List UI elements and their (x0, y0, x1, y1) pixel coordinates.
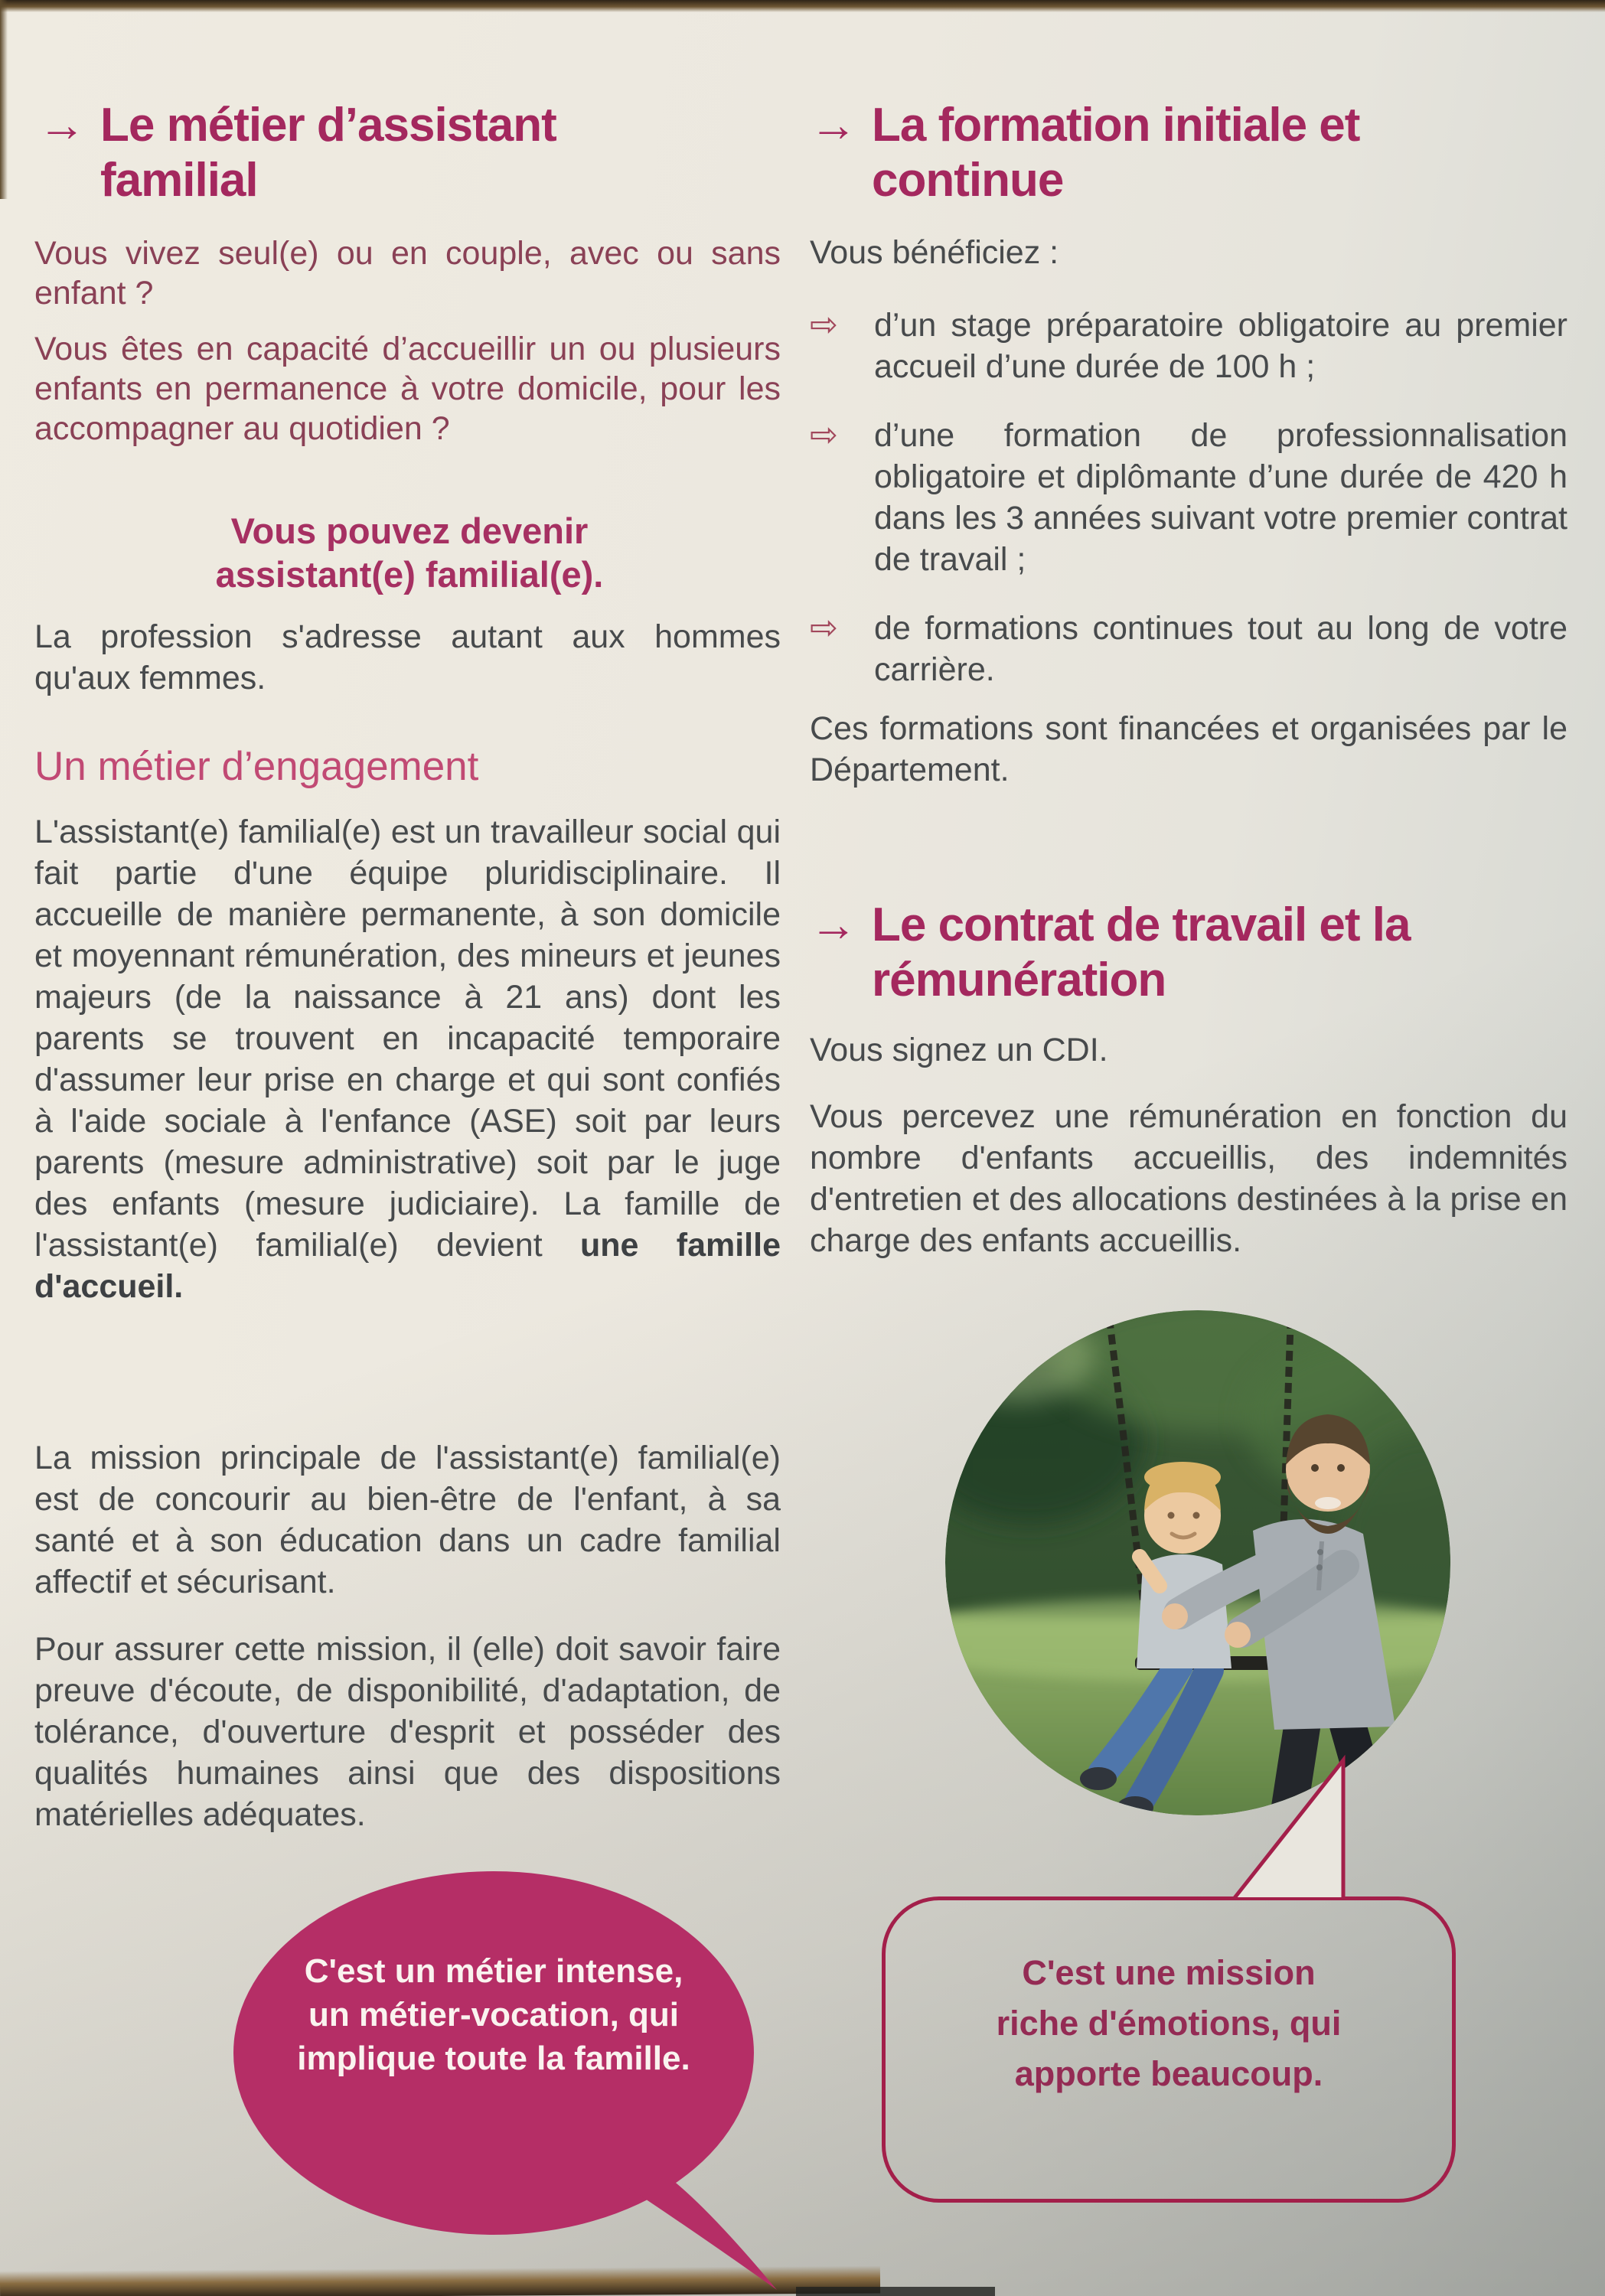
paragraph-role-bold: une famille d'accueil. (34, 1227, 781, 1305)
arrow-bullet-icon: ⇨ (810, 608, 838, 647)
subheading-engagement: Un métier d’engagement (34, 744, 479, 789)
speech-bubble-text: C'est un métier intense, un métier-vocation, qui implique toute la famille. (297, 1952, 690, 2077)
paragraph-cdi: Vous signez un CDI. (810, 1032, 1108, 1068)
arrow-bullet-icon: ⇨ (810, 416, 838, 455)
arrow-right-icon: → (38, 99, 85, 152)
list-item (810, 608, 1567, 690)
section-title-contrat (810, 898, 1476, 1008)
paragraph-role-text: L'assistant(e) familial(e) est un travailleur social qui fait partie d'une équipe pluridisciplinaire. Il accueille de manière permanente, à son domicile et moyennant rémunération, des mineurs et jeunes majeurs (de la naissance à 21 ans) dont les parents se trouvent en incapacité temporaire d'assumer leur prise en charge et qui sont confiés à l'aide sociale à l'enfance (ASE) soit par leurs parents (mesure administrative) soit par le juge des enfants (mesure judiciaire). La famille de l'assistant(e) familial(e) devient (34, 814, 781, 1264)
table-edge-top (0, 0, 1605, 12)
paragraph-mission: La mission principale de l'assistant(e) familial(e) est de concourir au bien-être de l'enfant, à sa santé et à son éducation dans un cadre familial affectif et sécurisant. (34, 1440, 781, 1600)
section-title-formation (810, 98, 1476, 208)
paragraph-intro-2: Vous êtes en capacité d’accueillir un ou plusieurs enfants en permanence à votre domicile, pour les accompagner au quotidien ? (34, 331, 781, 447)
arrow-bullet-icon: ⇨ (810, 305, 838, 344)
photo-man-boy-swing-illustration (945, 1310, 1450, 1815)
arrow-right-icon: → (810, 899, 856, 951)
paragraph-qualites: Pour assurer cette mission, il (elle) doit savoir faire preuve d'écoute, de disponibilité, d'adaptation, de tolérance, d'ouverture d'esprit et posséder des qualités humaines ainsi que des dispositions matérielles adéquates. (34, 1631, 781, 1833)
table-edge-left (0, 0, 8, 199)
speech-bubble-text: C'est une mission riche d'émotions, qui apporte beaucoup. (996, 1953, 1342, 2093)
paragraph-role (34, 811, 781, 1307)
list-item-text: d’un stage préparatoire obligatoire au premier accueil d’une durée de 100 h ; (874, 307, 1567, 385)
paragraph-remuneration: Vous percevez une rémunération en fonction du nombre d'enfants accueillis, des indemnités d'entretien et des allocations destinées à la prise en charge des enfants accueillis. (810, 1098, 1567, 1259)
formation-intro: Vous bénéficiez : (810, 234, 1059, 271)
callout-devenir: Vous pouvez devenir assistant(e) familial(e). (215, 510, 604, 595)
speech-bubble-mission (882, 1896, 1456, 2203)
section-title-text: Le contrat de travail et la rémunération (872, 899, 1411, 1006)
section-title-text: Le métier d’assistant familial (100, 99, 556, 207)
formation-outro: Ces formations sont financées et organisées par le Département. (810, 710, 1567, 788)
photo-man-boy-swing (945, 1310, 1450, 1815)
section-title-metier (38, 98, 705, 208)
list-item (810, 305, 1567, 387)
list-item (810, 415, 1567, 580)
table-edge-bottom (0, 2265, 880, 2296)
paragraph-intro-1: Vous vivez seul(e) ou en couple, avec ou sans enfant ? (34, 235, 781, 311)
arrow-right-icon: → (810, 99, 856, 152)
section-title-text: La formation initiale et continue (872, 99, 1360, 207)
speech-bubble-metier (233, 1871, 754, 2235)
list-item-text: de formations continues tout au long de votre carrière. (874, 610, 1567, 688)
table-edge-shadow (796, 2287, 995, 2296)
list-item-text: d’une formation de professionnalisation obligatoire et diplômante d’une durée de 420 h dans les 3 années suivant votre premier contrat de travail ; (874, 417, 1567, 578)
paragraph-profession: La profession s'adresse autant aux hommes qu'aux femmes. (34, 618, 781, 696)
formation-list (810, 305, 1567, 718)
